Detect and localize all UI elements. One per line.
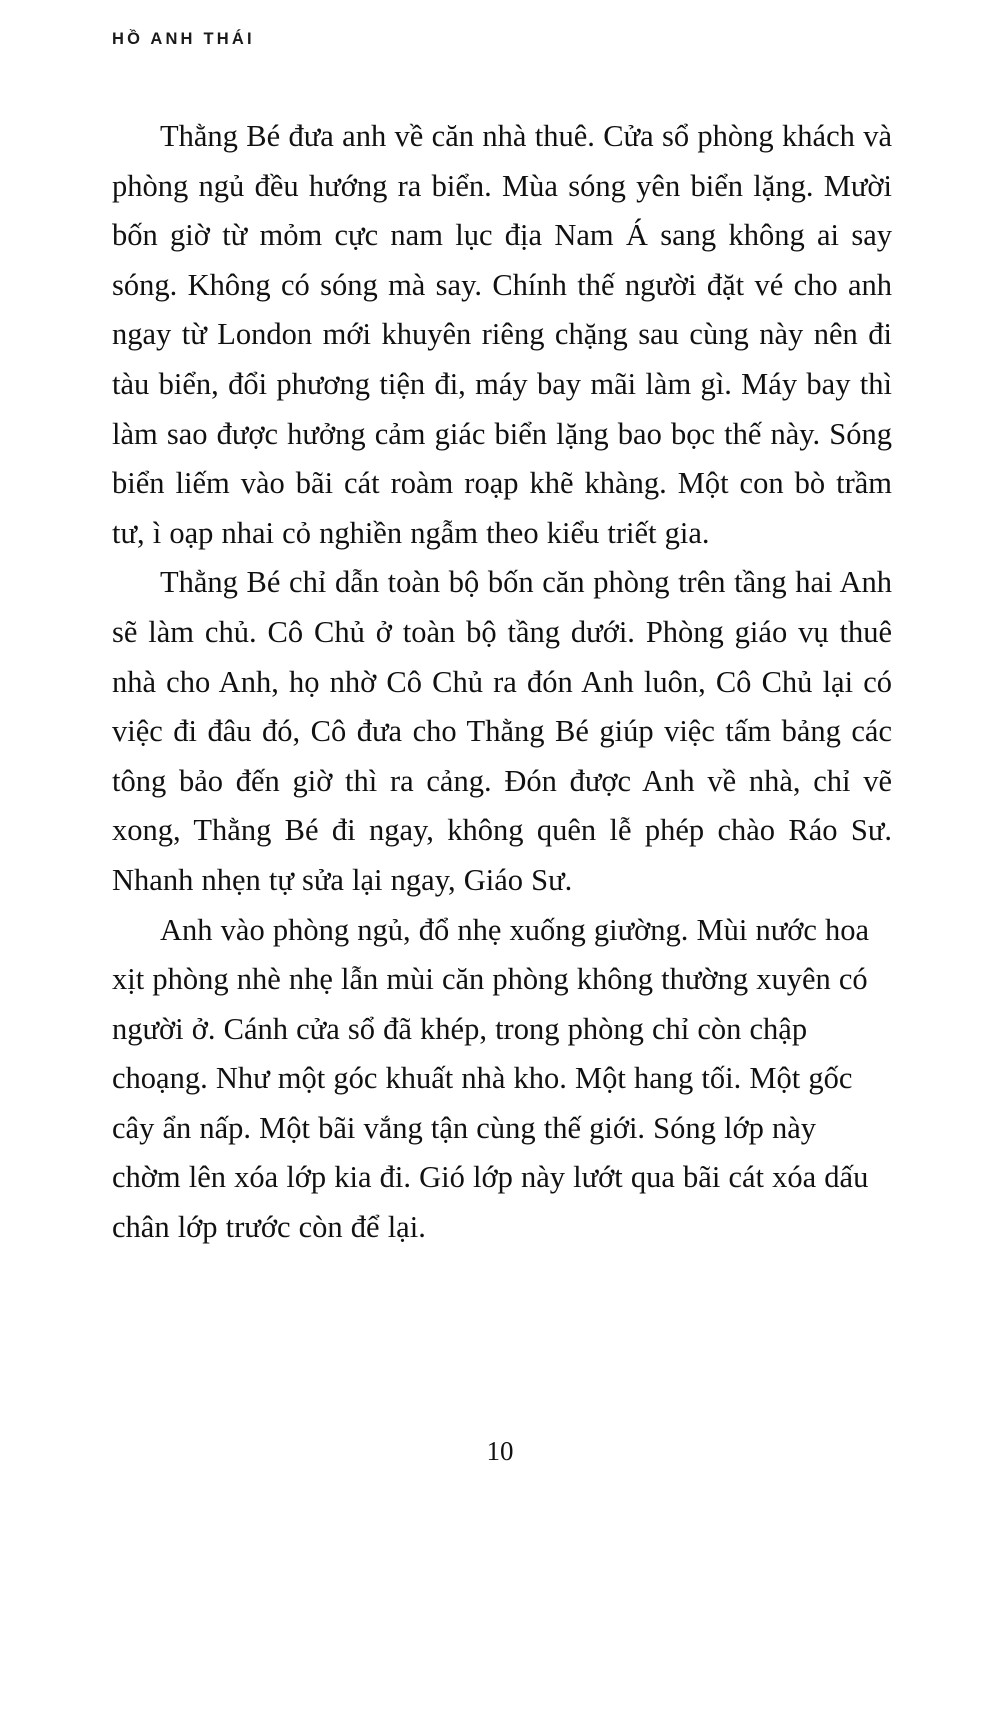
running-head-author: HỒ ANH THÁI <box>112 30 255 48</box>
body-text-block <box>112 112 892 1253</box>
paragraph: Thằng Bé đưa anh về căn nhà thuê. Cửa sổ phòng khách và phòng ngủ đều hướng ra biển. Mùa sóng yên biển lặng. Mười bốn giờ từ mỏm cực nam lục địa Nam Á sang không ai say sóng. Không có sóng mà say. Chính thế người đặt vé cho anh ngay từ London mới khuyên riêng chặng sau cùng này nên đi tàu biển, đổi phương tiện đi, máy bay mãi làm gì. Máy bay thì làm sao được hưởng cảm giác biển lặng bao bọc thế này. Sóng biển liếm vào bãi cát roàm roạp khẽ khàng. Một con bò trầm tư, ì oạp nhai cỏ nghiền ngẫm theo kiểu triết gia. <box>112 119 892 550</box>
paragraph: Thằng Bé chỉ dẫn toàn bộ bốn căn phòng trên tầng hai Anh sẽ làm chủ. Cô Chủ ở toàn bộ tầng dưới. Phòng giáo vụ thuê nhà cho Anh, họ nhờ Cô Chủ ra đón Anh luôn, Cô Chủ lại có việc đi đâu đó, Cô đưa cho Thằng Bé giúp việc tấm bảng các tông bảo đến giờ thì ra cảng. Đón được Anh về nhà, chỉ vẽ xong, Thằng Bé đi ngay, không quên lễ phép chào Ráo Sư. Nhanh nhẹn tự sửa lại ngay, Giáo Sư. <box>112 565 892 897</box>
page-number: 10 <box>486 1436 514 1466</box>
paragraph: Anh vào phòng ngủ, đổ nhẹ xuống giường. Mùi nước hoa xịt phòng nhè nhẹ lẫn mùi căn phòng không thường xuyên có người ở. Cánh cửa sổ đã khép, trong phòng chỉ còn chập choạng. Như một góc khuất nhà kho. Một hang tối. Một gốc cây ẩn nấp. Một bãi vắng tận cùng thế giới. Sóng lớp này chờm lên xóa lớp kia đi. Gió lớp này lướt qua bãi cát xóa dấu chân lớp trước còn để lại. <box>112 912 870 1245</box>
